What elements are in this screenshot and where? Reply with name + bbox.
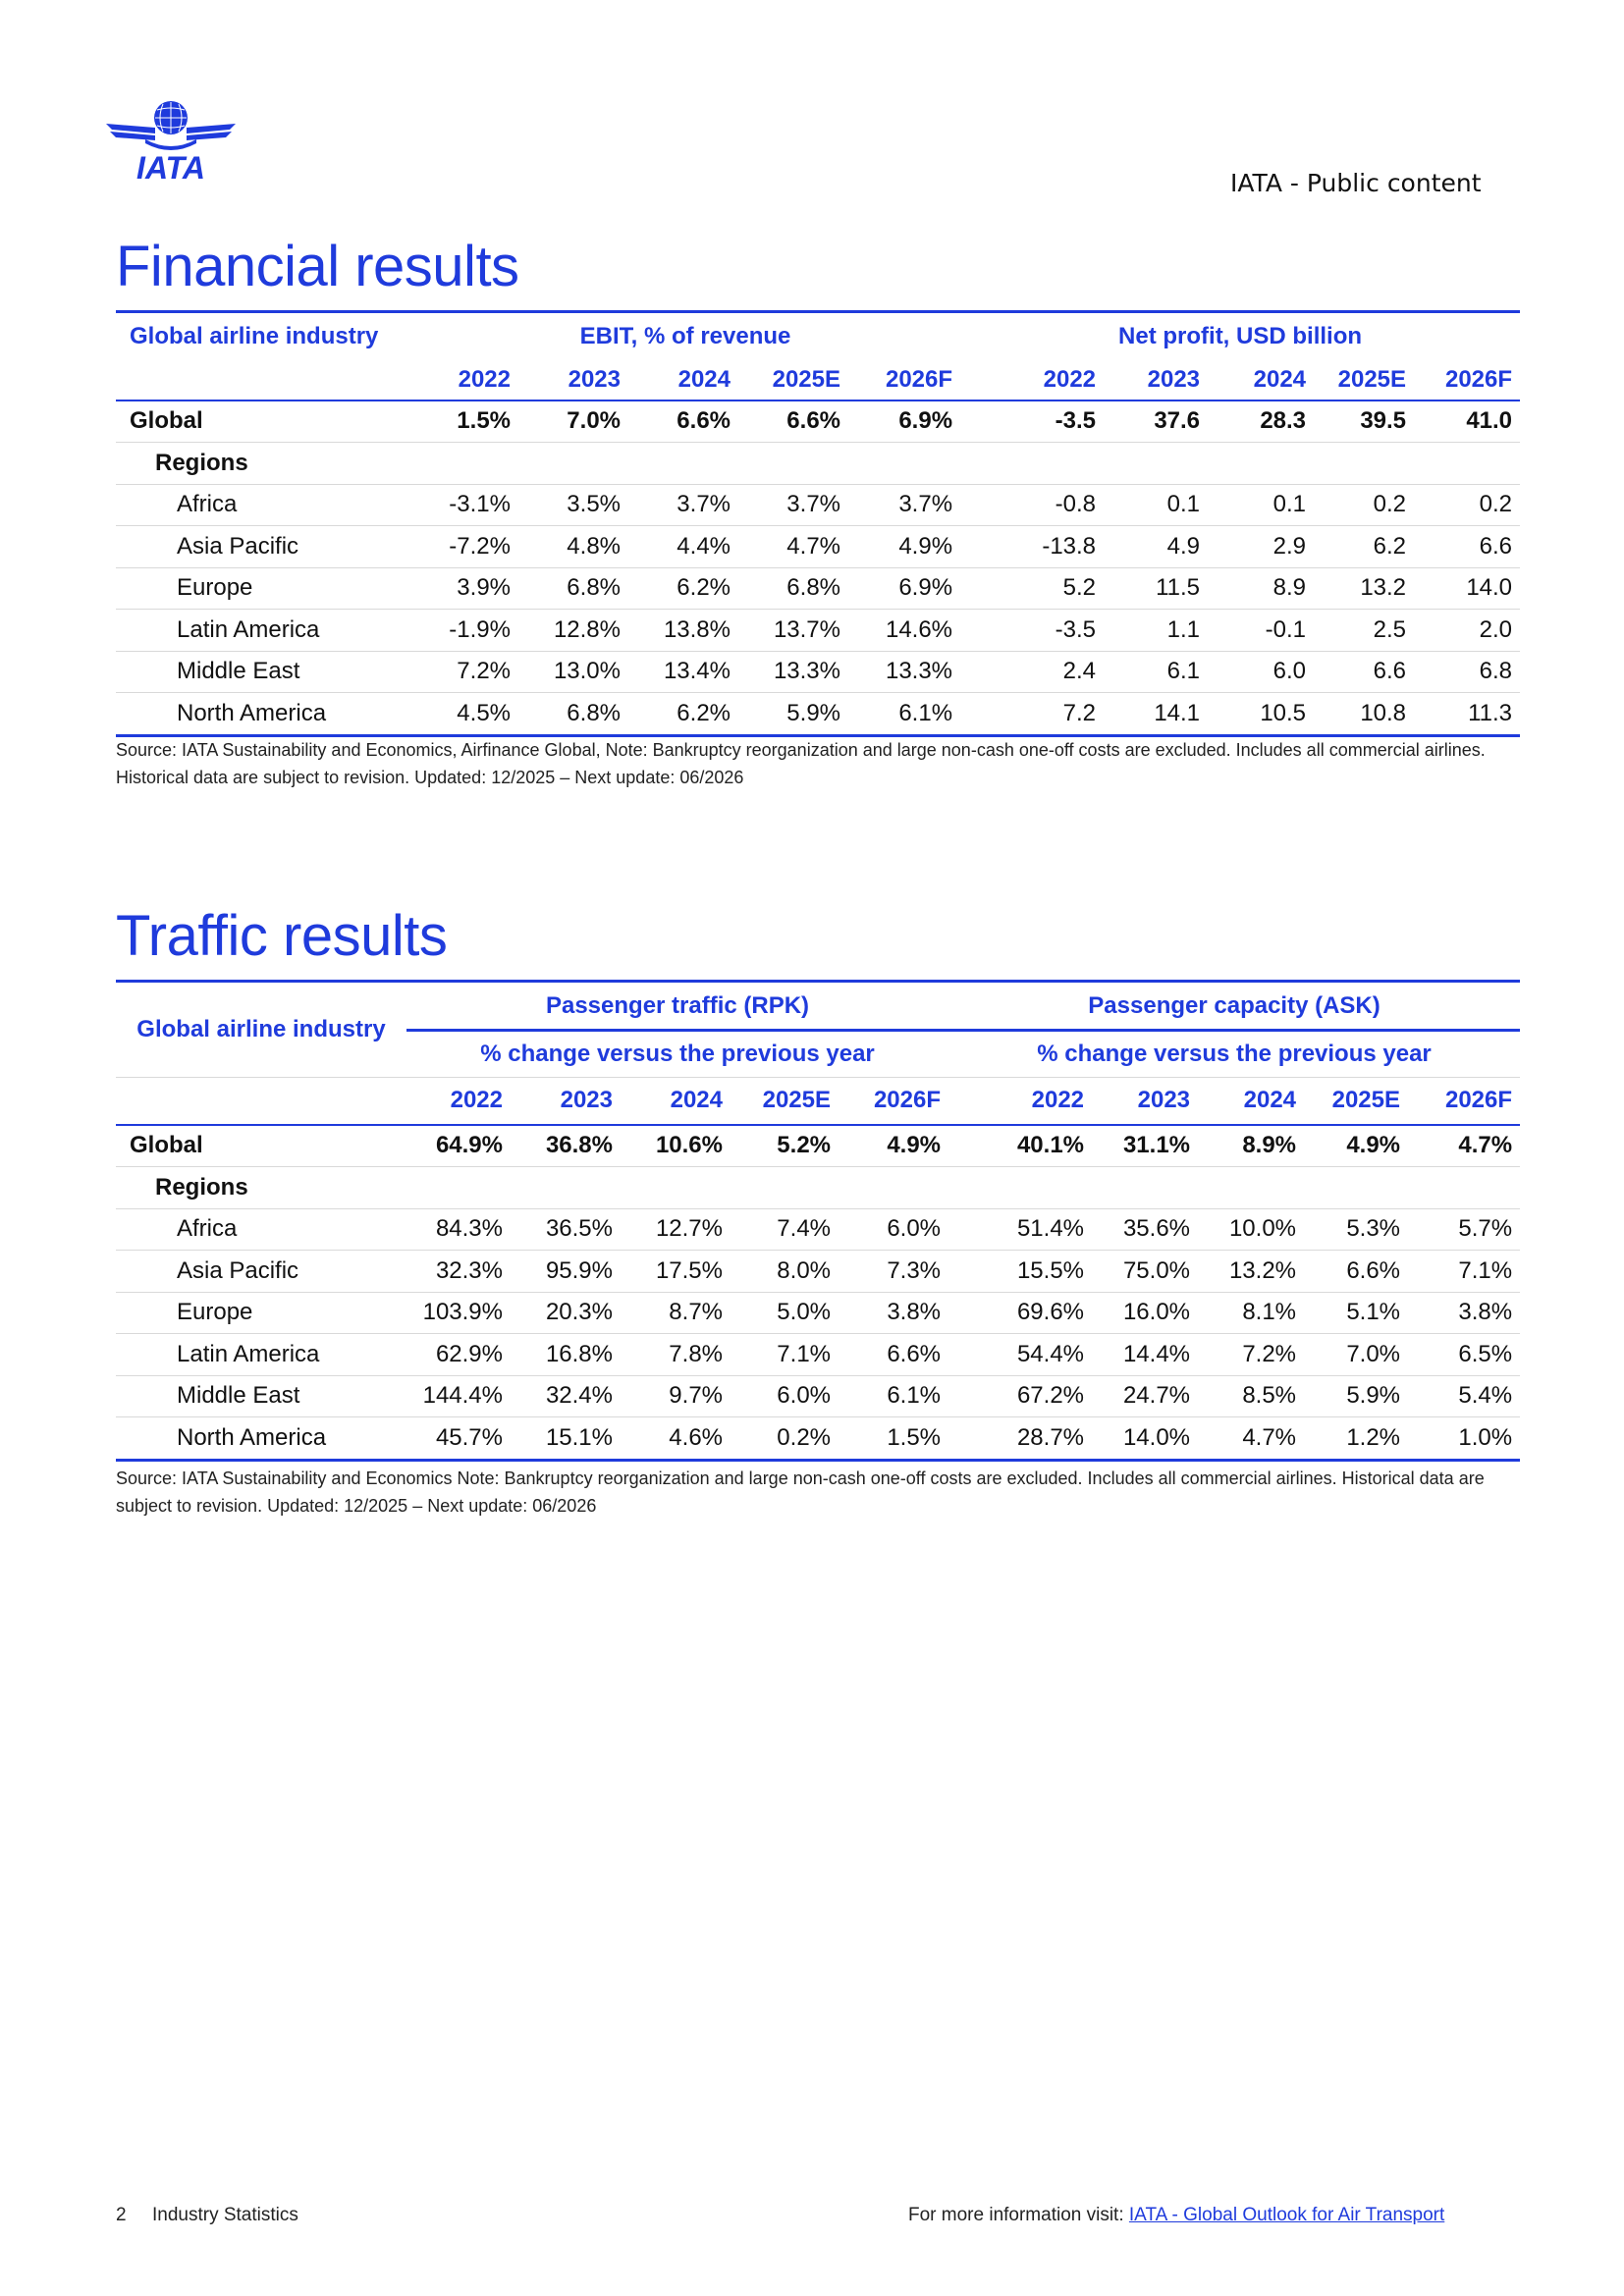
cell: 4.7% [1408,1125,1520,1167]
traffic-region-rows [116,1208,1520,1460]
cell: 62.9% [406,1334,511,1376]
cell: 14.4% [1092,1334,1198,1376]
more-info-text: For more information visit: [908,2205,1124,2225]
cell: 8.9 [1208,567,1314,610]
cell: 7.0% [518,400,628,443]
cell: 103.9% [406,1292,511,1334]
cell: 36.5% [511,1208,621,1251]
cell: 40.1% [948,1125,1092,1167]
cell: 13.4% [628,651,738,693]
cell: 11.5 [1104,567,1208,610]
cell: -3.1% [410,484,518,526]
cell: 6.6% [628,400,738,443]
cell: 6.0 [1208,651,1314,693]
year-header: 2024 [670,1087,723,1114]
table-row [116,1292,1520,1334]
cell: 8.5% [1198,1375,1304,1417]
cell: 16.8% [511,1334,621,1376]
cell: 1.1 [1104,610,1208,652]
row-label: Latin America [116,610,410,652]
cell: -0.1 [1208,610,1314,652]
cell: -13.8 [960,526,1104,568]
table-row-regions-header [116,1167,1520,1209]
cell: 6.2% [628,567,738,610]
cell: -7.2% [410,526,518,568]
group-header-ask: Passenger capacity (ASK) [948,982,1520,1031]
group-header-net-profit: Net profit, USD billion [960,312,1520,361]
regions-label: Regions [116,443,410,485]
cell: 13.7% [738,610,848,652]
table-corner-label: Global airline industry [116,312,410,361]
row-label: Global [116,400,410,443]
cell: 4.7% [1198,1417,1304,1461]
cell: 13.3% [738,651,848,693]
cell: 6.6% [738,400,848,443]
cell: 67.2% [948,1375,1092,1417]
table-row-global [116,1125,1520,1167]
cell: 5.7% [1408,1208,1520,1251]
financial-source-note: Source: IATA Sustainability and Economics, Airfinance Global, Note: Bankruptcy reorganization and large non-cash one-off costs are excluded. Includes all commercial airlines. Historical data are subject to revision. Updated: 12/2025 – Next update: 06/2026 [116,740,1486,787]
cell: 8.7% [621,1292,731,1334]
cell: 10.5 [1208,693,1314,736]
cell: 4.9% [839,1125,948,1167]
cell: 5.9% [738,693,848,736]
cell: 5.2 [960,567,1104,610]
row-label: North America [116,693,410,736]
year-header: 2026F [885,366,953,393]
year-header-row [116,361,1520,400]
traffic-results-title: Traffic results [116,904,448,968]
cell: 5.0% [731,1292,839,1334]
year-header: 2025E [1331,1087,1401,1114]
traffic-source-note: Source: IATA Sustainability and Economics Note: Bankruptcy reorganization and large non-cash one-off costs are excluded. Includes all commercial airlines. Historical data are subject to revision. Updated: 12/2025 – Next update: 06/2026 [116,1468,1485,1516]
row-label: Latin America [116,1334,406,1376]
cell: 8.9% [1198,1125,1304,1167]
row-label: Africa [116,484,410,526]
cell: 15.5% [948,1251,1092,1293]
cell: 31.1% [1092,1125,1198,1167]
cell: 32.4% [511,1375,621,1417]
cell: 28.3 [1208,400,1314,443]
cell: 3.7% [848,484,960,526]
cell: 7.2% [1198,1334,1304,1376]
table-row [116,1417,1520,1461]
year-header: 2026F [873,1087,942,1114]
year-header: 2026F [1444,366,1513,393]
cell: 3.7% [628,484,738,526]
cell: 20.3% [511,1292,621,1334]
footer-section: Industry Statistics [151,2205,298,2225]
cell: 13.2% [1198,1251,1304,1293]
cell: 28.7% [948,1417,1092,1461]
cell: 24.7% [1092,1375,1198,1417]
row-label: Global [116,1125,406,1167]
cell: 14.0 [1414,567,1520,610]
cell: 9.7% [621,1375,731,1417]
year-header: 2025E [772,366,840,393]
row-label: Europe [116,567,410,610]
page-footer-right [908,2205,1444,2226]
table-row [116,1375,1520,1417]
cell: 6.8% [518,693,628,736]
cell: 5.9% [1304,1375,1408,1417]
table-row [116,693,1520,736]
year-header: 2024 [1243,1087,1297,1114]
year-header: 2025E [762,1087,831,1114]
cell: 4.8% [518,526,628,568]
cell: 7.8% [621,1334,731,1376]
cell: 3.9% [410,567,518,610]
table-row-global [116,400,1520,443]
table-row [116,1251,1520,1293]
year-header: 2022 [1043,366,1097,393]
cell: 5.1% [1304,1292,1408,1334]
cell: 4.9 [1104,526,1208,568]
year-header: 2024 [1253,366,1307,393]
cell: 12.7% [621,1208,731,1251]
cell: 10.0% [1198,1208,1304,1251]
subheader-ask: % change versus the previous year [948,1031,1520,1078]
cell: 75.0% [1092,1251,1198,1293]
page-footer-left [116,2205,298,2226]
cell: 13.2 [1314,567,1414,610]
cell: 13.3% [848,651,960,693]
cell: 6.9% [848,567,960,610]
cell: 95.9% [511,1251,621,1293]
financial-results-table [116,310,1520,737]
cell: 41.0 [1414,400,1520,443]
row-label: Middle East [116,1375,406,1417]
year-header: 2023 [1137,1087,1191,1114]
year-header: 2022 [458,366,511,393]
regions-label: Regions [116,1167,406,1209]
cell: 10.6% [621,1125,731,1167]
cell: 15.1% [511,1417,621,1461]
financial-region-rows [116,484,1520,735]
cell: 6.9% [848,400,960,443]
cell: 1.2% [1304,1417,1408,1461]
cell: 7.2% [410,651,518,693]
financial-results-title: Financial results [116,235,519,298]
cell: 39.5 [1314,400,1414,443]
cell: 11.3 [1414,693,1520,736]
cell: 6.2% [628,693,738,736]
row-label: Middle East [116,651,410,693]
cell: 37.6 [1104,400,1208,443]
cell: 0.2 [1414,484,1520,526]
cell: 14.0% [1092,1417,1198,1461]
cell: 7.3% [839,1251,948,1293]
cell: 6.8% [518,567,628,610]
cell: 4.9% [1304,1125,1408,1167]
cell: 8.0% [731,1251,839,1293]
cell: 4.7% [738,526,848,568]
row-label: Africa [116,1208,406,1251]
table-row [116,526,1520,568]
table-row [116,1208,1520,1251]
cell: 4.4% [628,526,738,568]
cell: 7.2 [960,693,1104,736]
logo-wordmark: IATA [136,150,205,183]
cell: 0.1 [1104,484,1208,526]
year-header: 2024 [677,366,731,393]
cell: 69.6% [948,1292,1092,1334]
cell: 64.9% [406,1125,511,1167]
cell: 6.6 [1314,651,1414,693]
cell: 6.0% [839,1208,948,1251]
row-label: North America [116,1417,406,1461]
row-label: Asia Pacific [116,1251,406,1293]
year-header: 2023 [560,1087,613,1114]
cell: 6.8 [1414,651,1520,693]
cell: 6.6% [839,1334,948,1376]
cell: 6.6 [1414,526,1520,568]
cell: 7.4% [731,1208,839,1251]
cell: 2.0 [1414,610,1520,652]
table-corner-label: Global airline industry [116,982,406,1078]
cell: 2.9 [1208,526,1314,568]
cell: 14.1 [1104,693,1208,736]
cell: 6.6% [1304,1251,1408,1293]
cell: 3.7% [738,484,848,526]
cell: 4.6% [621,1417,731,1461]
cell: 32.3% [406,1251,511,1293]
table-row [116,610,1520,652]
cell: 1.5% [410,400,518,443]
cell: 10.8 [1314,693,1414,736]
cell: 7.1% [1408,1251,1520,1293]
cell: 3.8% [839,1292,948,1334]
table-row [116,484,1520,526]
cell: 1.0% [1408,1417,1520,1461]
cell: 16.0% [1092,1292,1198,1334]
cell: 12.8% [518,610,628,652]
cell: 5.3% [1304,1208,1408,1251]
cell: 1.5% [839,1417,948,1461]
cell: 6.5% [1408,1334,1520,1376]
year-header: 2026F [1444,1087,1513,1114]
cell: 6.1% [848,693,960,736]
cell: 6.8% [738,567,848,610]
cell: 0.2% [731,1417,839,1461]
cell: 17.5% [621,1251,731,1293]
iata-logo [106,98,236,183]
row-label: Europe [116,1292,406,1334]
cell: 51.4% [948,1208,1092,1251]
cell: 4.9% [848,526,960,568]
cell: 6.1 [1104,651,1208,693]
year-header: 2023 [568,366,621,393]
cell: 5.4% [1408,1375,1520,1417]
cell: 14.6% [848,610,960,652]
cell: 13.0% [518,651,628,693]
cell: 7.1% [731,1334,839,1376]
year-header: 2023 [1147,366,1201,393]
table-row [116,567,1520,610]
cell: 0.2 [1314,484,1414,526]
cell: 6.1% [839,1375,948,1417]
cell: 5.2% [731,1125,839,1167]
table-row-regions-header [116,443,1520,485]
page-number: 2 [116,2205,127,2225]
cell: 2.5 [1314,610,1414,652]
year-header: 2022 [450,1087,503,1114]
cell: 4.5% [410,693,518,736]
cell: 6.2 [1314,526,1414,568]
row-label: Asia Pacific [116,526,410,568]
year-header-row [116,1078,1520,1125]
cell: 6.0% [731,1375,839,1417]
subheader-rpk: % change versus the previous year [406,1031,948,1078]
cell: 45.7% [406,1417,511,1461]
cell: -1.9% [410,610,518,652]
cell: 7.0% [1304,1334,1408,1376]
cell: 8.1% [1198,1292,1304,1334]
cell: 144.4% [406,1375,511,1417]
cell: 35.6% [1092,1208,1198,1251]
cell: -3.5 [960,610,1104,652]
group-header-ebit: EBIT, % of revenue [410,312,960,361]
table-row [116,651,1520,693]
cell: 13.8% [628,610,738,652]
year-header: 2022 [1031,1087,1085,1114]
cell: 2.4 [960,651,1104,693]
cell: 54.4% [948,1334,1092,1376]
traffic-results-table [116,980,1520,1462]
group-header-rpk: Passenger traffic (RPK) [406,982,948,1031]
global-outlook-link[interactable]: IATA - Global Outlook for Air Transport [1128,2205,1445,2225]
cell: -3.5 [960,400,1104,443]
classification-label: IATA - Public content [1230,169,1482,197]
year-header: 2025E [1337,366,1407,393]
cell: -0.8 [960,484,1104,526]
cell: 36.8% [511,1125,621,1167]
cell: 0.1 [1208,484,1314,526]
table-row [116,1334,1520,1376]
cell: 3.8% [1408,1292,1520,1334]
cell: 3.5% [518,484,628,526]
cell: 84.3% [406,1208,511,1251]
